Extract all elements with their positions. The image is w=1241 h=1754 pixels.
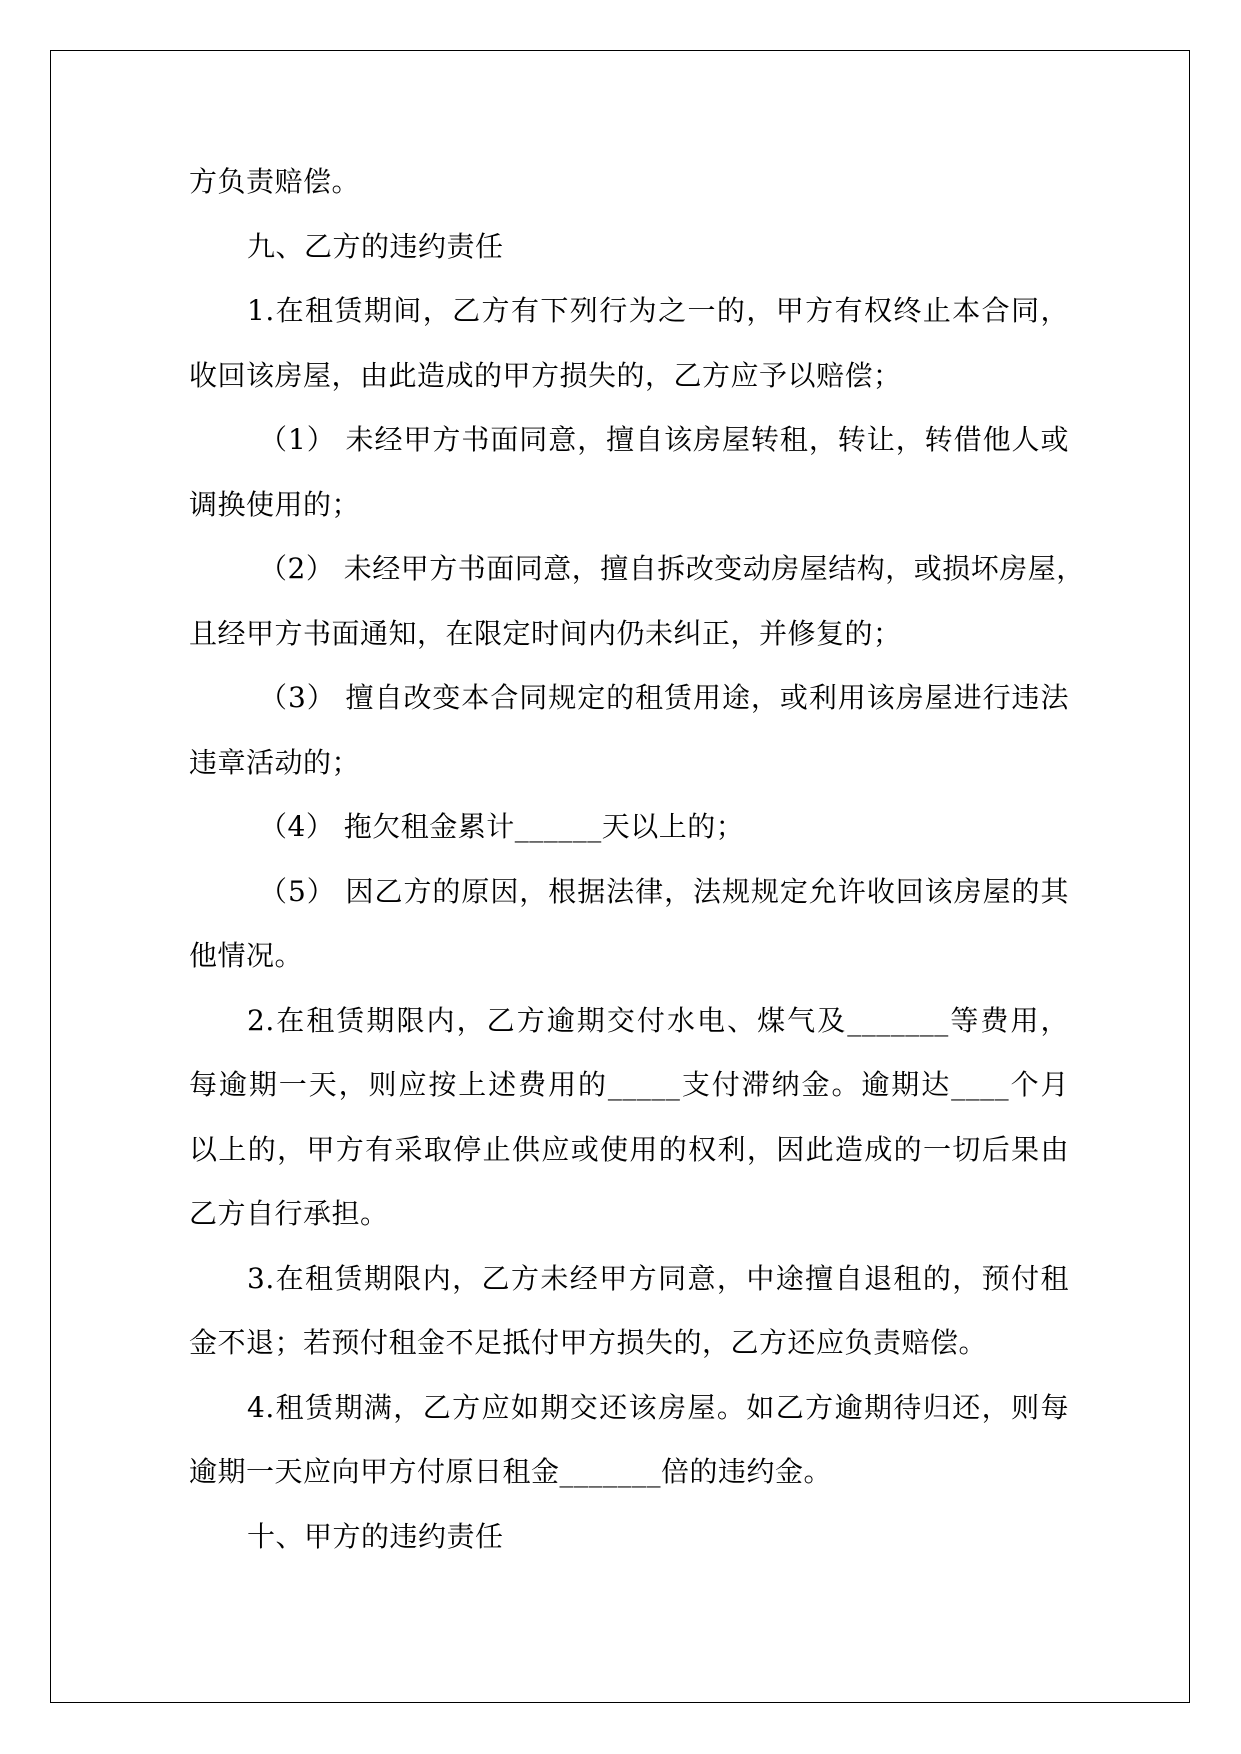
paragraph-line: 他情况。	[189, 939, 304, 972]
paragraph-line: 方负责赔偿。	[189, 165, 361, 198]
paragraph-line: 乙方自行承担。	[189, 1197, 389, 1230]
paragraph-line: 且经甲方书面通知，在限定时间内仍未纠正，并修复的；	[189, 616, 902, 650]
paragraph-line: 逾期一天应向甲方付原日租金_______倍的违约金。	[189, 1455, 833, 1488]
list-item-line: （2） 未经甲方书面同意，擅自拆改变动房屋结构，或损坏房屋，	[259, 552, 1085, 585]
paragraph-line: 4.租赁期满，乙方应如期交还该房屋。如乙方逾期待归还，则每	[247, 1390, 1069, 1424]
paragraph-line: 金不退；若预付租金不足抵付甲方损失的，乙方还应负责赔偿。	[189, 1326, 988, 1359]
list-item-line: （4） 拖欠租金累计______天以上的；	[259, 810, 745, 843]
section-heading: 九、乙方的违约责任	[247, 229, 504, 263]
paragraph-line: 2.在租赁期限内，乙方逾期交付水电、煤气及_______等费用，	[247, 1003, 1069, 1037]
paragraph-line: 每逾期一天，则应按上述费用的_____支付滞纳金。逾期达____个月	[189, 1068, 1069, 1101]
list-item-line: （3） 擅自改变本合同规定的租赁用途，或利用该房屋进行违法	[259, 681, 1069, 714]
paragraph-line: 违章活动的；	[189, 745, 361, 779]
paragraph-line: 1.在租赁期间，乙方有下列行为之一的，甲方有权终止本合同，	[247, 294, 1069, 327]
paragraph-line: 收回该房屋，由此造成的甲方损失的，乙方应予以赔偿；	[189, 358, 902, 392]
document-body	[189, 156, 1085, 1575]
paragraph-line: 3.在租赁期限内，乙方未经甲方同意，中途擅自退租的，预付租	[247, 1261, 1069, 1295]
list-item-line: （5） 因乙方的原因，根据法律，法规规定允许收回该房屋的其	[259, 874, 1069, 908]
section-heading: 十、甲方的违约责任	[247, 1519, 504, 1553]
paragraph-line: 以上的，甲方有采取停止供应或使用的权利，因此造成的一切后果由	[189, 1132, 1069, 1166]
paragraph-line: 调换使用的；	[189, 487, 361, 521]
list-item-line: （1） 未经甲方书面同意，擅自该房屋转租，转让，转借他人或	[259, 423, 1069, 456]
